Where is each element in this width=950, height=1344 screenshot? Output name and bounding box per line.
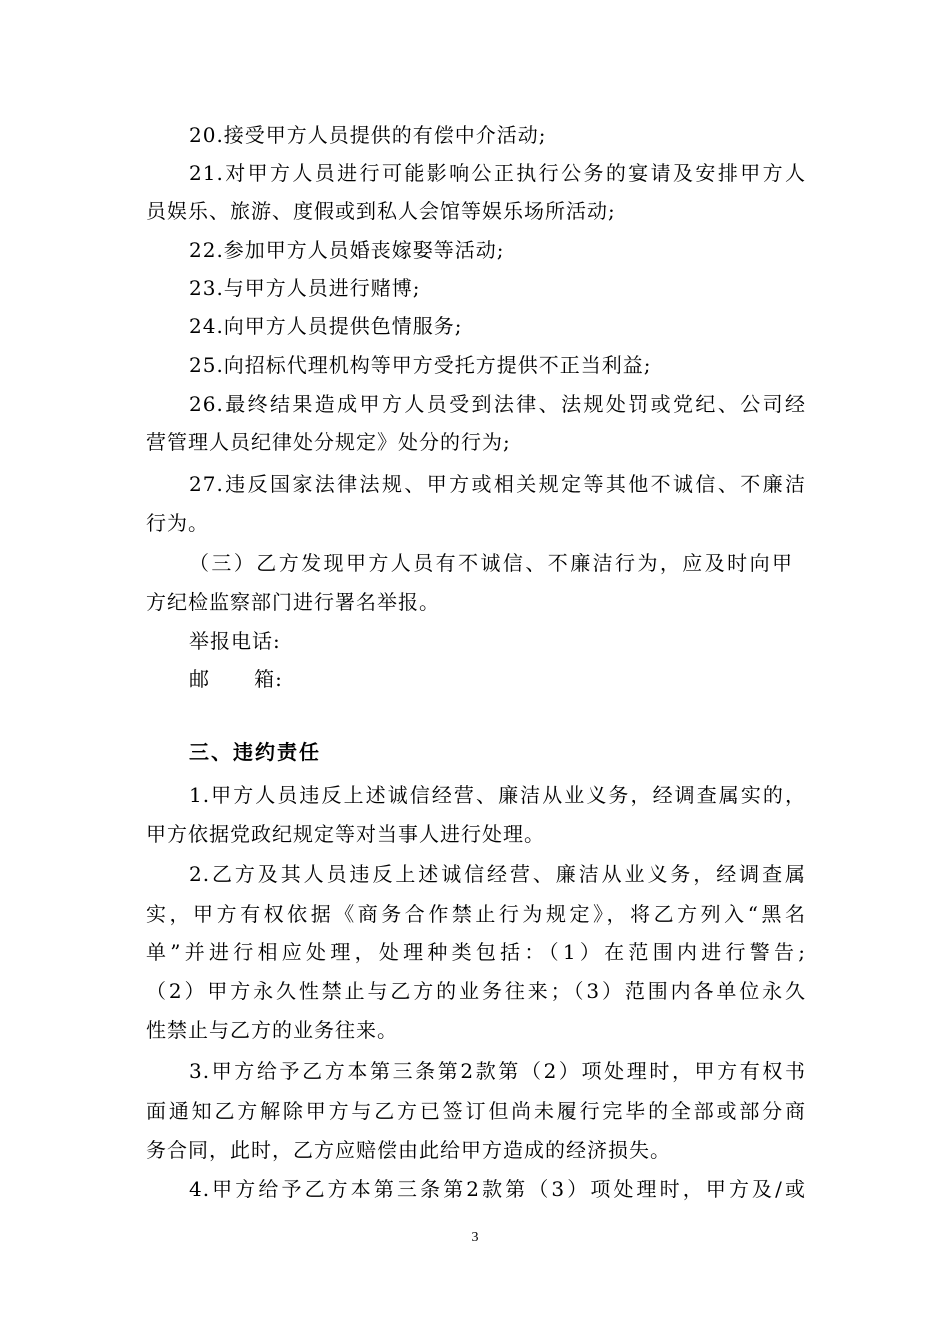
clause-1-line2: 甲方依据党政纪规定等对当事人进行处理。 (146, 822, 545, 846)
item-22: 22.参加甲方人员婚丧嫁娶等活动; (189, 238, 505, 262)
report-paragraph-line1: （三）乙方发现甲方人员有不诚信、不廉洁行为，应及时向甲 (189, 551, 793, 575)
item-25: 25.向招标代理机构等甲方受托方提供不正当利益; (189, 353, 652, 377)
report-paragraph-line2: 方纪检监察部门进行署名举报。 (146, 590, 440, 614)
item-20: 20.接受甲方人员提供的有偿中介活动; (189, 123, 547, 147)
clause-4-line1: 4.甲方给予乙方本第三条第2款第（3）项处理时，甲方及/或 (189, 1177, 806, 1201)
clause-3-line3: 务合同，此时，乙方应赔偿由此给甲方造成的经济损失。 (146, 1138, 671, 1162)
clause-3-line1: 3.甲方给予乙方本第三条第2款第（2）项处理时，甲方有权书 (189, 1059, 806, 1083)
report-phone-label: 举报电话: (189, 629, 281, 653)
clause-2-line1: 2.乙方及其人员违反上述诚信经营、廉洁从业义务，经调查属 (189, 862, 806, 886)
item-24: 24.向甲方人员提供色情服务; (189, 314, 463, 338)
item-23: 23.与甲方人员进行赌博; (189, 276, 421, 300)
clause-2-line2: 实，甲方有权依据《商务合作禁止行为规定》，将乙方列入“黑名 (146, 902, 806, 926)
clause-1-line1: 1.甲方人员违反上述诚信经营、廉洁从业义务，经调查属实的， (189, 783, 806, 807)
item-27-line1: 27.违反国家法律法规、甲方或相关规定等其他不诚信、不廉洁 (189, 472, 806, 496)
page-number: 3 (471, 1230, 479, 1245)
item-21-line1: 21.对甲方人员进行可能影响公正执行公务的宴请及安排甲方人 (189, 161, 806, 185)
report-email-label: 邮 箱: (189, 667, 283, 691)
item-26-line1: 26.最终结果造成甲方人员受到法律、法规处罚或党纪、公司经 (189, 392, 806, 416)
clause-2-line4: （2）甲方永久性禁止与乙方的业务往来；（3）范围内各单位永久 (146, 979, 806, 1003)
clause-3-line2: 面通知乙方解除甲方与乙方已签订但尚未履行完毕的全部或部分商 (146, 1099, 806, 1123)
item-21-line2: 员娱乐、旅游、度假或到私人会馆等娱乐场所活动; (146, 199, 616, 223)
item-27-line2: 行为。 (146, 511, 209, 535)
item-26-line2: 营管理人员纪律处分规定》处分的行为; (146, 430, 511, 454)
clause-2-line5: 性禁止与乙方的业务往来。 (146, 1018, 398, 1042)
clause-2-line3: 单”并进行相应处理，处理种类包括：（1）在范围内进行警告; (146, 940, 806, 964)
section-3-heading: 三、违约责任 (189, 740, 321, 764)
